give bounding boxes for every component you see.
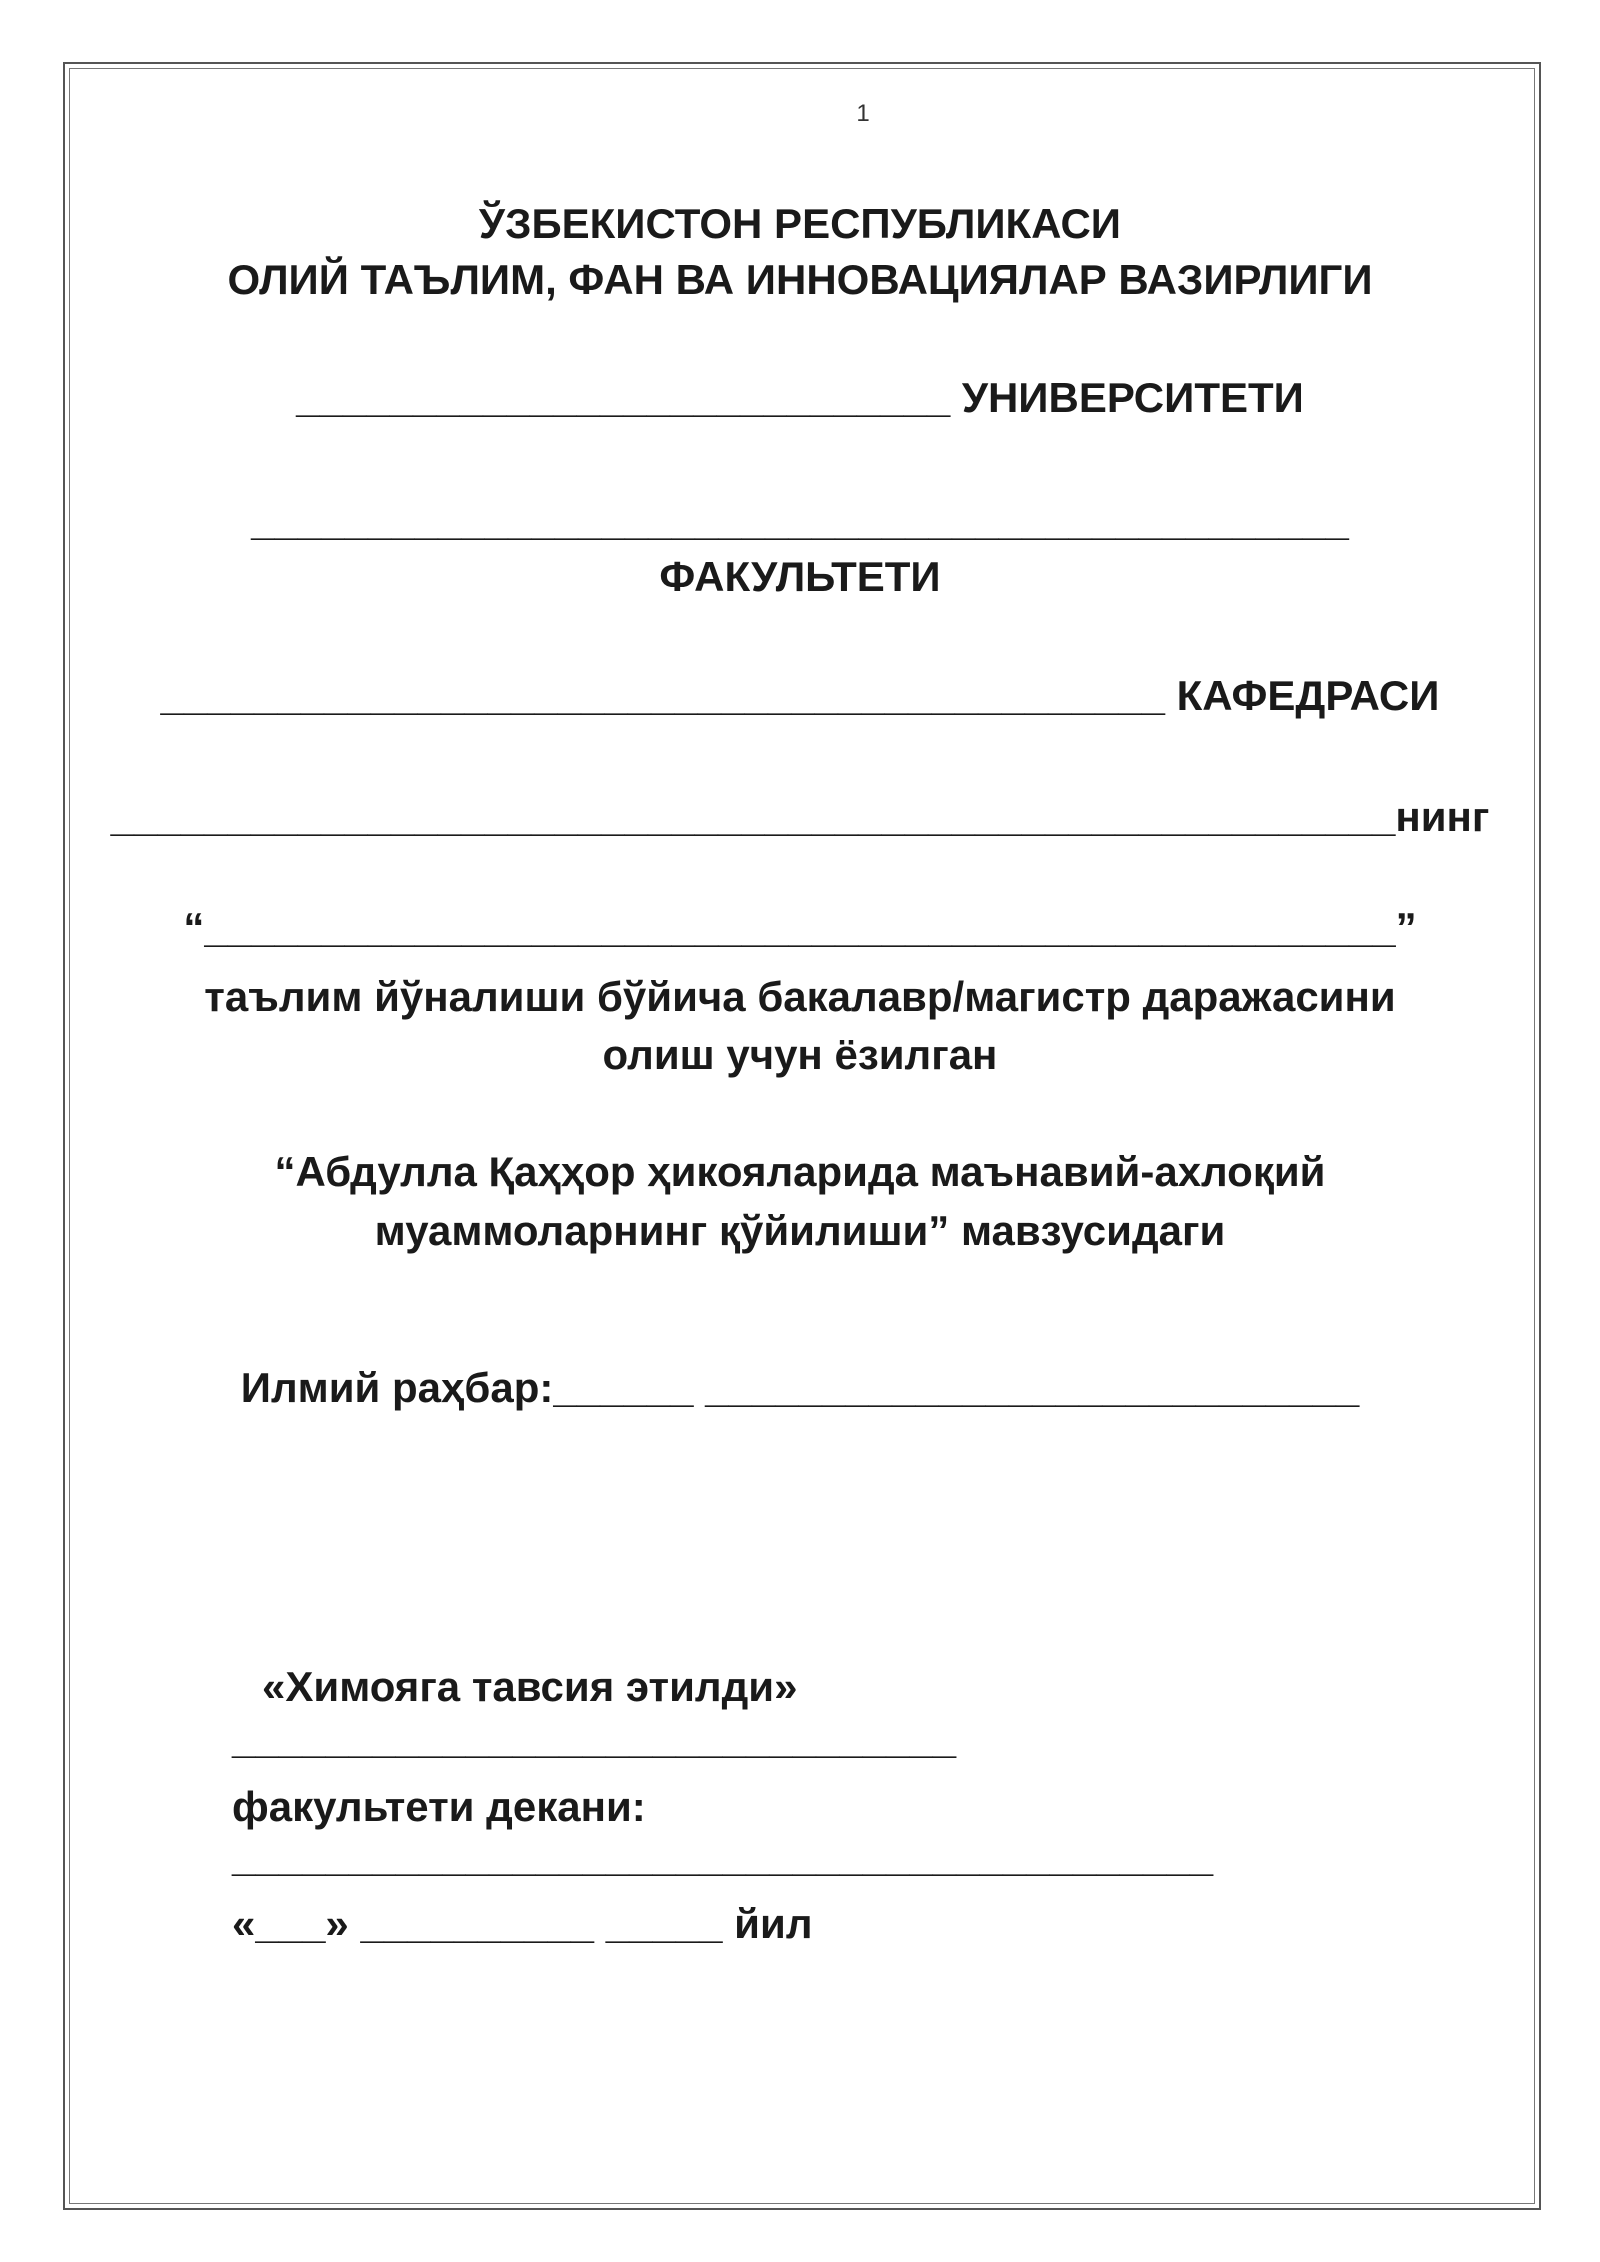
topic-line-2: муаммоларнинг қўйилиши” мавзусидаги	[374, 1207, 1226, 1254]
defense-blank-1: _______________________________	[232, 1715, 957, 1762]
defense-blank-2: __________________________________________	[232, 1833, 1214, 1880]
direction-blank-line: “___________________________________________________”	[183, 904, 1417, 951]
degree-line-2: олиш учун ёзилган	[602, 1031, 998, 1078]
faculty-blank-line: _______________________________________________	[251, 497, 1349, 544]
faculty-label: ФАКУЛЬТЕТИ	[659, 553, 941, 600]
page-number: 1	[856, 100, 870, 127]
topic-line-1: “Абдулла Қаҳҳор ҳикояларида маънавий-ахлоқий	[274, 1148, 1326, 1195]
dean-label: факультети декани:	[232, 1783, 646, 1830]
header-ministry: ОЛИЙ ТАЪЛИМ, ФАН ВА ИННОВАЦИЯЛАР ВАЗИРЛИГИ	[227, 256, 1373, 303]
student-line: _______________________________________________________нинг	[110, 793, 1490, 840]
defense-recommended: «Химояга тавсия этилди»	[262, 1663, 798, 1710]
degree-line-1: таълим йўналиши бўйича бакалавр/магистр даражасини	[204, 973, 1396, 1020]
department-line: ___________________________________________ КАФЕДРАСИ	[160, 672, 1440, 719]
date-line: «___» __________ _____ йил	[232, 1900, 813, 1947]
supervisor-line: Илмий раҳбар:______ ____________________________	[240, 1364, 1360, 1411]
header-republic: ЎЗБЕКИСТОН РЕСПУБЛИКАСИ	[479, 200, 1121, 247]
university-line: ____________________________ УНИВЕРСИТЕТИ	[296, 374, 1304, 421]
